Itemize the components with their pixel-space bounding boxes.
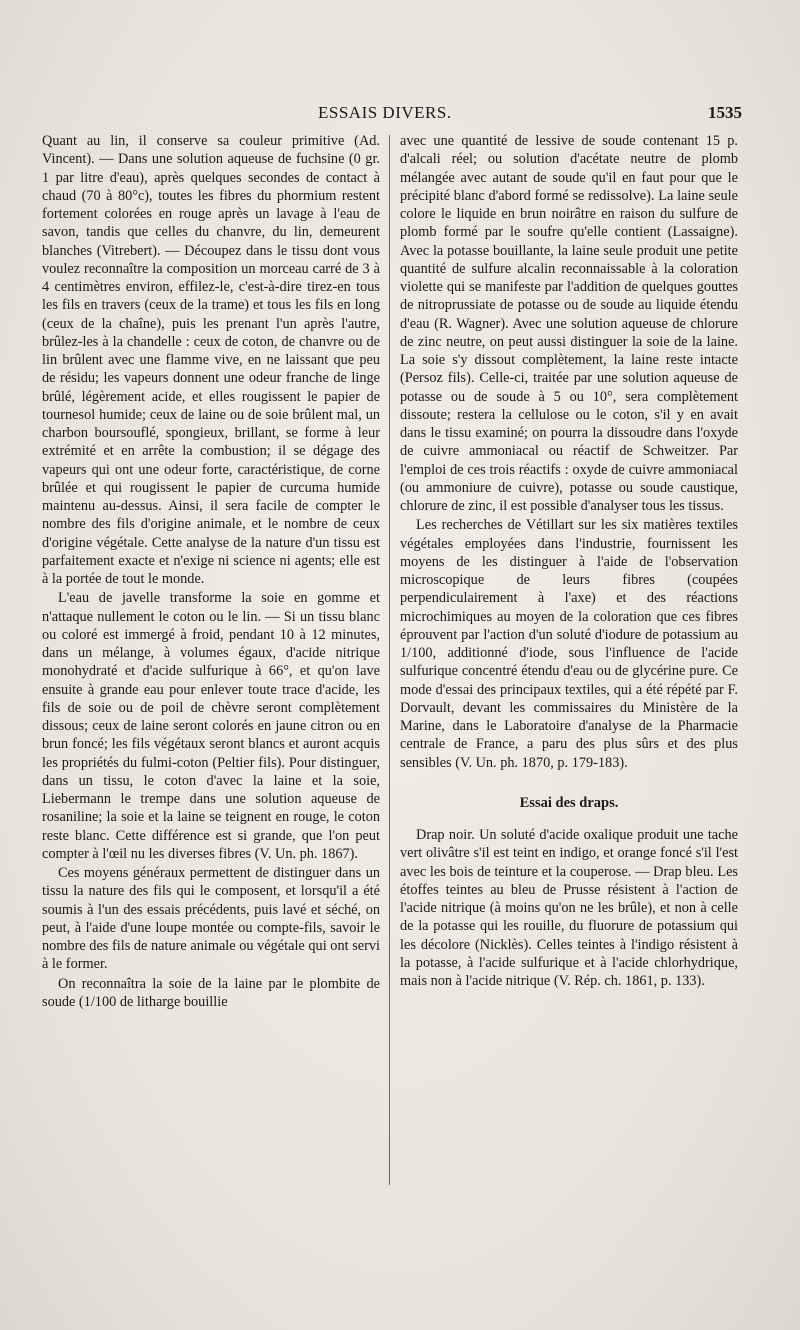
paragraph-eau-de-javelle: L'eau de javelle transforme la soie en gomme et n'attaque nullement le coton ou le lin. — Si un tissu blanc ou coloré est immergé à froid, pendant 10 à 12 minutes, dans un mélange, à volumes égaux, d'acide nitrique monohydraté et d'acide sulfurique à 66°, et qu'on lave ensuite à grande eau pour enlever toute trace d'acide, les fils de soie ou de poil de chèvre seront complètement dissous; ceux de laine seront colorés en jaune citron ou en brun foncé; les fils végétaux seront blancs et auront acquis les propriétés du fulmi-coton (Peltier fils). Pour distinguer, dans un tissu, le coton d'avec la laine et la soie, Liebermann le trempe dans une solution aqueuse de rosaniline; la soie et la laine se teignent en rouge, le coton reste blanc. Cette différence est si grande, que l'on peut compter à l'œil nu les diverses fibres (V. Un. ph. 1867). bbox=[42, 590, 380, 862]
paragraph-plombite-de-soude: On reconnaîtra la soie de la laine par le plombite de soude (1/100 de litharge bouillie bbox=[42, 975, 380, 1010]
paragraph-vetillart: Les recherches de Vétillart sur les six matières textiles végétales employées dans l'industrie, fournissent les moyens de les distinguer à l'aide de l'observation microscopique de leurs fibres (coupées perpendiculairement à l'axe) et des réactions microchimiques au moyen de la coloration que ces fibres éprouvent par l'action d'un soluté d'iodure de potassium au 1/100, additionné d'iode, sous l'influence de l'acide sulfurique concentré étendu d'eau ou de glycérine pure. Ce mode d'essai des principaux textiles, qui a été répété par F. Dorvault, devant les commissaires du Ministère de la Marine, dans le Laboratoire d'analyse de la Pharmacie centrale de France, a paru des plus sûrs et des plus sensibles (V. Un. ph. 1870, p. 179-183). bbox=[400, 517, 738, 771]
running-head bbox=[0, 103, 800, 127]
paragraph-drap-noir-drap-bleu: Drap noir. Un soluté d'acide oxalique produit une tache vert olivâtre s'il est teint en indigo, et orange foncé s'il l'est avec les bois de teinture et la couperose. — Drap bleu. Les étoffes teintes au bleu de Prusse résistent à l'action de l'acide nitrique (à moins qu'on ne les brûle), et non à celle de la potasse qui les rouille, du fluorure de potassium qui les décolore (Nicklès). Celles teintes à l'indigo résistent à la potasse, à l'acide sulfurique et à l'acide chlorhydrique, mais non à l'acide nitrique (V. Rép. ch. 1861, p. 133). bbox=[400, 827, 738, 989]
paragraph-general-means: Ces moyens généraux permettent de distinguer dans un tissu la nature des fils qui le composent, et lorsqu'il a été soumis à l'un des essais précédents, puis lavé et séché, on peut, à l'aide d'une loupe montée ou compte-fils, savoir le nombre des fils de nature animale ou végétale qui ont servi à le former. bbox=[42, 865, 380, 973]
paragraph-phormium-and-burn-test: Quant au lin, il conserve sa couleur primitive (Ad. Vincent). — Dans une solution aqueuse de fuchsine (0 gr. 1 par litre d'eau), après quelques secondes de contact à chaud (70 à 80°c), toutes les fibres du phormium restent fortement colorées en rouge après un lavage à l'eau de savon, tandis que celles du chanvre, du lin, demeurent blanches (Vitrebert). — Découpez dans le tissu dont vous voulez reconnaître la composition un morceau carré de 3 à 4 centimètres environ, effilez-le, c'est-à-dire tirez-en tous les fils en travers (ceux de la trame) et tous les fils en long (ceux de la chaîne), puis les prenant l'un après l'autre, brûlez-les à la chandelle : ceux de coton, de chanvre ou de lin brûlent avec une flamme vive, en ne laissant que peu de résidu; les vapeurs donnent une odeur franche de linge brûlé, légèrement acide, et elles rougissent le papier de tournesol humide; ceux de laine ou de soie brûlent mal, un charbon boursouflé, spongieux, brillant, se forme à leur extrémité et en arrête la combustion; il se dégage des vapeurs qui ont une odeur forte, caractéristique, de corne brûlée et qui rougissent le papier de curcuma humide maintenu au-dessus. Ainsi, il sera facile de compter le nombre des fils d'origine animale, et le nombre de ceux d'origine végétale. Cette analyse de la nature d'un tissu est parfaitement exacte et n'exige ni science ni agents; elle est à la portée de tout le monde. bbox=[42, 133, 380, 587]
page-number: 1535 bbox=[708, 103, 742, 122]
section-heading-essai-des-draps: Essai des draps. bbox=[519, 794, 619, 811]
paragraph-lessive-de-soude: avec une quantité de lessive de soude contenant 15 p. d'alcali réel; ou solution d'acétate neutre de plomb mélangée avec autant de soude qu'il en faut pour que le précipité blanc d'abord formé se redissolve). La laine seule colore le liquide en brun noirâtre en raison du sulfure de plomb formé par le soufre qu'elle contient (Lassaigne). Avec la potasse bouillante, la laine seule produit une petite quantité de sulfure alcalin reconnaissable à la coloration violette qui se manifeste par l'addition de quelques gouttes de nitroprussiate de potasse ou de soude au liquide étendu d'eau (R. Wagner). Avec une solution aqueuse de chlorure de zinc neutre, on peut aussi distinguer la soie de la laine. La soie s'y dissout complètement, la laine reste intacte (Persoz fils). Celle-ci, traitée par une solution aqueuse de potasse ou de soude à 5 ou 10°, sera complètement dissoute; restera la cellulose ou le coton, s'il y en avait dans le tissu examiné; on pourra la dissoudre dans l'oxyde de cuivre ammoniacal ou réactif de Schweitzer. Par l'emploi de ces trois réactifs : oxyde de cuivre ammoniacal (ou ammoniure de cuivre), potasse ou soude caustique, chlorure de zinc, il est possible d'analyser tous les tissus. bbox=[400, 133, 738, 514]
column-divider bbox=[389, 135, 390, 1185]
left-column bbox=[42, 132, 380, 1011]
right-column bbox=[400, 132, 738, 990]
running-title: ESSAIS DIVERS. bbox=[318, 103, 452, 122]
